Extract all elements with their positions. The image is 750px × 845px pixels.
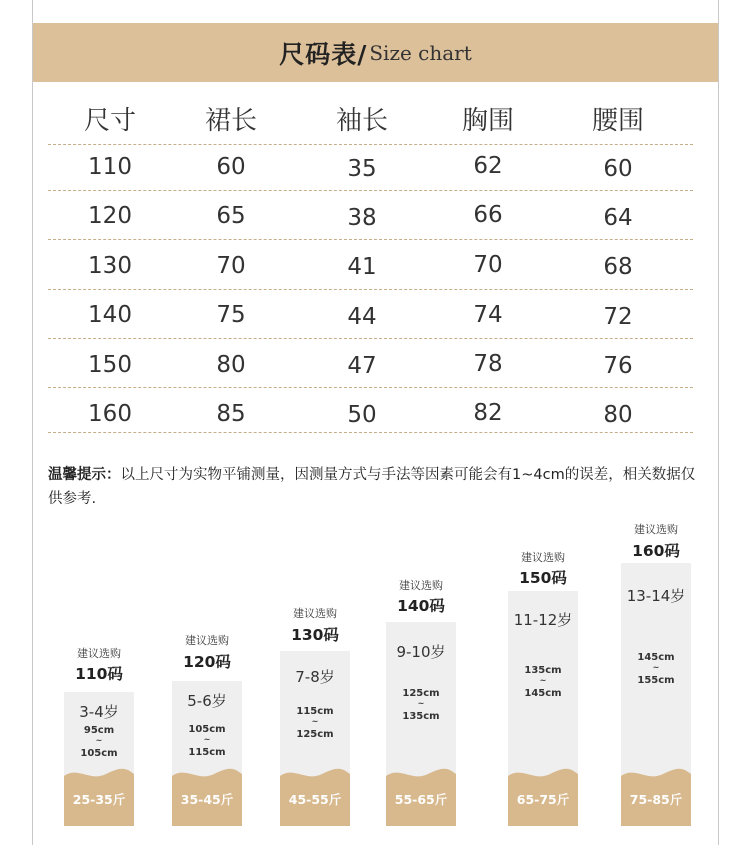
height-min: 145cm — [637, 652, 675, 663]
recommended-size: 150码 — [519, 569, 567, 587]
recommended-size: 160码 — [632, 542, 680, 560]
cell-chest: 74 — [473, 302, 503, 328]
cell-sleeve-length: 38 — [347, 205, 377, 231]
height-min: 115cm — [296, 706, 334, 717]
height-max: 115cm — [188, 747, 226, 758]
weight-range: 75-85斤 — [629, 792, 683, 807]
header-skirt-length: 裙长 — [204, 106, 257, 136]
age-range: 9-10岁 — [396, 643, 446, 661]
height-max: 135cm — [402, 711, 440, 722]
cell-sleeve-length: 47 — [347, 353, 377, 379]
cell-waist: 80 — [603, 402, 633, 428]
frame-right-line — [718, 0, 719, 845]
table-divider — [48, 190, 693, 191]
cell-skirt-length: 75 — [216, 302, 246, 328]
card-body — [386, 622, 456, 826]
recommend-label: 建议选购 — [521, 551, 565, 564]
table-divider — [48, 432, 693, 433]
height-tilde: ~ — [539, 676, 547, 685]
table-divider — [48, 289, 693, 290]
height-max: 155cm — [637, 675, 675, 686]
cell-skirt-length: 60 — [216, 154, 246, 180]
height-tilde: ~ — [95, 736, 103, 745]
weight-range: 35-45斤 — [180, 792, 234, 807]
recommended-size: 120码 — [183, 653, 231, 671]
card-body — [508, 591, 578, 826]
table-divider — [48, 387, 693, 388]
age-range: 3-4岁 — [79, 703, 119, 721]
age-range: 13-14岁 — [626, 587, 686, 605]
card-body — [64, 692, 134, 826]
cell-skirt-length: 65 — [216, 203, 246, 229]
age-range: 7-8岁 — [295, 668, 335, 686]
cell-chest: 66 — [473, 202, 503, 228]
recommend-label: 建议选购 — [293, 607, 337, 620]
table-divider — [48, 338, 693, 339]
card-body — [280, 651, 350, 826]
recommend-label: 建议选购 — [399, 579, 443, 592]
header-sleeve-length: 袖长 — [335, 106, 388, 136]
cell-sleeve-length: 50 — [347, 402, 377, 428]
height-min: 95cm — [83, 725, 115, 736]
cell-skirt-length: 85 — [216, 401, 246, 427]
weight-range: 65-75斤 — [516, 792, 570, 807]
height-tilde: ~ — [417, 699, 425, 708]
cell-chest: 78 — [473, 351, 503, 377]
cell-waist: 72 — [603, 304, 633, 330]
height-min: 125cm — [402, 688, 440, 699]
height-min: 105cm — [188, 724, 226, 735]
cell-size: 160 — [88, 401, 132, 427]
tip-text: 以上尺寸为实物平铺测量，因测量方式与手法等因素可能会有1~4cm的误差，相关数据仅供参考. — [48, 467, 696, 507]
height-max: 145cm — [524, 688, 562, 699]
header-size: 尺寸 — [83, 106, 136, 136]
cell-size: 120 — [88, 203, 132, 229]
cell-sleeve-length: 44 — [347, 304, 377, 330]
height-min: 135cm — [524, 665, 562, 676]
height-tilde: ~ — [652, 663, 660, 672]
cell-skirt-length: 80 — [216, 352, 246, 378]
age-range: 11-12岁 — [513, 611, 573, 629]
cell-waist: 68 — [603, 254, 633, 280]
measurement-tip — [48, 463, 708, 511]
card-body — [621, 563, 691, 826]
height-tilde: ~ — [203, 735, 211, 744]
table-divider — [48, 239, 693, 240]
cell-waist: 60 — [603, 156, 633, 182]
height-tilde: ~ — [311, 717, 319, 726]
cell-chest: 62 — [473, 153, 503, 179]
weight-range: 25-35斤 — [72, 792, 126, 807]
table-divider — [48, 144, 693, 145]
cell-size: 150 — [88, 352, 132, 378]
weight-range: 45-55斤 — [288, 792, 342, 807]
height-max: 125cm — [296, 729, 334, 740]
header-waist: 腰围 — [591, 106, 644, 136]
header-chest: 胸围 — [461, 106, 514, 136]
card-body — [172, 681, 242, 826]
recommended-size: 130码 — [291, 626, 339, 644]
cell-size: 140 — [88, 302, 132, 328]
recommended-size: 110码 — [75, 665, 123, 683]
height-max: 105cm — [80, 748, 118, 759]
recommended-size: 140码 — [397, 597, 445, 615]
tip-label: 温馨提示： — [48, 467, 121, 483]
cell-size: 130 — [88, 253, 132, 279]
banner-title-en: Size chart — [369, 40, 472, 65]
cell-chest: 82 — [473, 400, 503, 426]
cell-chest: 70 — [473, 252, 503, 278]
banner-title-cn: 尺码表/ — [279, 39, 368, 69]
size-chart-banner — [33, 23, 718, 82]
cell-sleeve-length: 41 — [347, 254, 377, 280]
cell-waist: 64 — [603, 205, 633, 231]
recommend-label: 建议选购 — [185, 634, 229, 647]
frame-left-line — [32, 0, 33, 845]
weight-range: 55-65斤 — [394, 792, 448, 807]
cell-sleeve-length: 35 — [347, 156, 377, 182]
cell-size: 110 — [88, 154, 132, 180]
age-range: 5-6岁 — [187, 692, 227, 710]
recommend-label: 建议选购 — [634, 523, 678, 536]
recommend-label: 建议选购 — [77, 647, 121, 660]
cell-skirt-length: 70 — [216, 253, 246, 279]
cell-waist: 76 — [603, 353, 633, 379]
